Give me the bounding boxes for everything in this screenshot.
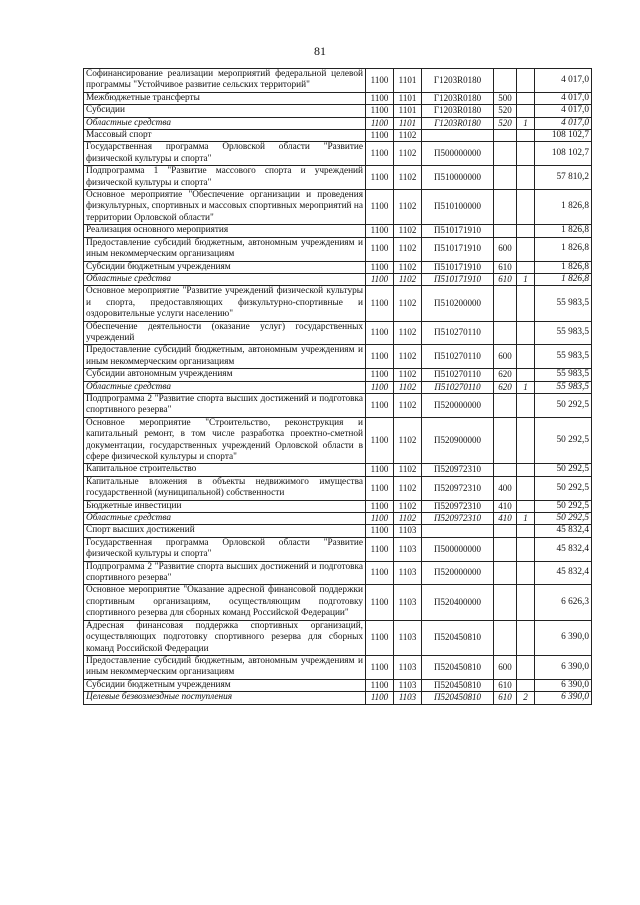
funding-source-code — [517, 620, 535, 655]
subsection-code: 1103 — [394, 525, 422, 537]
section-code: 1100 — [366, 69, 394, 93]
table-row — [84, 130, 592, 142]
table-row — [84, 393, 592, 417]
budget-table-body — [84, 69, 592, 705]
section-code: 1100 — [366, 142, 394, 166]
section-code: 1100 — [366, 92, 394, 104]
section-code: 1100 — [366, 692, 394, 704]
table-row — [84, 142, 592, 166]
target-article-code: П520972310 — [422, 513, 494, 525]
subsection-code: 1102 — [394, 369, 422, 381]
subsection-code: 1102 — [394, 273, 422, 285]
target-article-code: П500000000 — [422, 142, 494, 166]
table-row — [84, 620, 592, 655]
table-row — [84, 679, 592, 691]
row-name: Государственная программа Орловской области "Развитие физической культуры и спорта" — [84, 537, 366, 561]
target-article-code: П520450810 — [422, 692, 494, 704]
funding-source-code — [517, 679, 535, 691]
expense-type-code — [494, 142, 517, 166]
funding-source-code — [517, 142, 535, 166]
funding-source-code — [517, 286, 535, 321]
funding-source-code: 1 — [517, 381, 535, 393]
section-code: 1100 — [366, 393, 394, 417]
amount: 1 826,8 — [535, 190, 592, 225]
target-article-code: П510270110 — [422, 369, 494, 381]
row-name: Обеспечение деятельности (оказание услуг) государственных учреждений — [84, 321, 366, 345]
subsection-code: 1102 — [394, 237, 422, 261]
expense-type-code: 620 — [494, 369, 517, 381]
row-name: Подпрограмма 2 "Развитие спорта высших достижений и подготовка спортивного резерва" — [84, 561, 366, 585]
expense-type-code: 600 — [494, 237, 517, 261]
expense-type-code — [494, 525, 517, 537]
row-name: Основное мероприятие "Строительство, реконструкция и капитальный ремонт, в том числе разработка проектно-сметной документации, государственных учреждений Орловской области в сфере физической культуры и спорта" — [84, 417, 366, 464]
target-article-code: П510171910 — [422, 225, 494, 237]
section-code: 1100 — [366, 655, 394, 679]
table-row — [84, 92, 592, 104]
amount: 108 102,7 — [535, 130, 592, 142]
subsection-code: 1102 — [394, 130, 422, 142]
table-row — [84, 561, 592, 585]
subsection-code: 1102 — [394, 261, 422, 273]
subsection-code: 1102 — [394, 513, 422, 525]
row-name: Капитальные вложения в объекты недвижимого имущества государственной (муниципальной) собственности — [84, 476, 366, 500]
table-row — [84, 513, 592, 525]
section-code: 1100 — [366, 105, 394, 117]
funding-source-code — [517, 237, 535, 261]
target-article-code: П510100000 — [422, 190, 494, 225]
subsection-code: 1102 — [394, 393, 422, 417]
section-code: 1100 — [366, 130, 394, 142]
table-row — [84, 190, 592, 225]
section-code: 1100 — [366, 286, 394, 321]
section-code: 1100 — [366, 345, 394, 369]
table-row — [84, 417, 592, 464]
subsection-code: 1101 — [394, 117, 422, 129]
funding-source-code — [517, 417, 535, 464]
section-code: 1100 — [366, 525, 394, 537]
target-article-code: Г1203R0180 — [422, 69, 494, 93]
target-article-code — [422, 525, 494, 537]
target-article-code: П510000000 — [422, 166, 494, 190]
amount: 55 983,5 — [535, 369, 592, 381]
expense-type-code — [494, 190, 517, 225]
expense-type-code: 500 — [494, 92, 517, 104]
section-code: 1100 — [366, 417, 394, 464]
expense-type-code — [494, 321, 517, 345]
funding-source-code — [517, 190, 535, 225]
expense-type-code — [494, 561, 517, 585]
amount: 55 983,5 — [535, 381, 592, 393]
funding-source-code — [517, 130, 535, 142]
section-code: 1100 — [366, 237, 394, 261]
expense-type-code: 620 — [494, 381, 517, 393]
row-name: Спорт высших достижений — [84, 525, 366, 537]
expense-type-code — [494, 417, 517, 464]
row-name: Областные средства — [84, 273, 366, 285]
funding-source-code — [517, 585, 535, 620]
expense-type-code: 410 — [494, 500, 517, 512]
table-row — [84, 69, 592, 93]
subsection-code: 1103 — [394, 679, 422, 691]
target-article-code: П510270110 — [422, 345, 494, 369]
amount: 6 390,0 — [535, 679, 592, 691]
table-row — [84, 225, 592, 237]
section-code: 1100 — [366, 464, 394, 476]
section-code: 1100 — [366, 369, 394, 381]
budget-table — [83, 68, 592, 705]
table-row — [84, 476, 592, 500]
funding-source-code — [517, 225, 535, 237]
target-article-code: П520400000 — [422, 585, 494, 620]
target-article-code: П520450810 — [422, 655, 494, 679]
amount: 4 017,0 — [535, 92, 592, 104]
subsection-code: 1103 — [394, 692, 422, 704]
table-row — [84, 381, 592, 393]
table-row — [84, 321, 592, 345]
funding-source-code — [517, 321, 535, 345]
section-code: 1100 — [366, 500, 394, 512]
row-name: Основное мероприятие "Развитие учреждений физической культуры и спорта, предоставляющих физкультурно-спортивные и оздоровительные услуги населению" — [84, 286, 366, 321]
expense-type-code: 610 — [494, 261, 517, 273]
subsection-code: 1102 — [394, 225, 422, 237]
target-article-code: П510171910 — [422, 237, 494, 261]
funding-source-code — [517, 561, 535, 585]
row-name: Субсидии — [84, 105, 366, 117]
subsection-code: 1102 — [394, 286, 422, 321]
amount: 1 826,8 — [535, 273, 592, 285]
subsection-code: 1103 — [394, 561, 422, 585]
table-row — [84, 500, 592, 512]
subsection-code: 1102 — [394, 464, 422, 476]
row-name: Подпрограмма 1 "Развитие массового спорта и учреждений физической культуры и спорта" — [84, 166, 366, 190]
table-row — [84, 237, 592, 261]
section-code: 1100 — [366, 261, 394, 273]
subsection-code: 1103 — [394, 655, 422, 679]
funding-source-code — [517, 105, 535, 117]
amount: 6 390,0 — [535, 620, 592, 655]
subsection-code: 1101 — [394, 105, 422, 117]
funding-source-code: 1 — [517, 117, 535, 129]
row-name: Предоставление субсидий бюджетным, автономным учреждениям и иным некоммерческим организациям — [84, 345, 366, 369]
expense-type-code — [494, 464, 517, 476]
target-article-code: П510270110 — [422, 381, 494, 393]
amount: 50 292,5 — [535, 417, 592, 464]
amount: 1 826,8 — [535, 225, 592, 237]
subsection-code: 1102 — [394, 321, 422, 345]
expense-type-code: 410 — [494, 513, 517, 525]
funding-source-code — [517, 345, 535, 369]
amount: 50 292,5 — [535, 513, 592, 525]
row-name: Субсидии автономным учреждениям — [84, 369, 366, 381]
section-code: 1100 — [366, 117, 394, 129]
expense-type-code: 600 — [494, 655, 517, 679]
amount: 4 017,0 — [535, 69, 592, 93]
row-name: Подпрограмма 2 "Развитие спорта высших достижений и подготовка спортивного резерва" — [84, 393, 366, 417]
target-article-code: Г1203R0180 — [422, 117, 494, 129]
row-name: Предоставление субсидий бюджетным, автономным учреждениям и иным некоммерческим организациям — [84, 237, 366, 261]
table-row — [84, 345, 592, 369]
amount: 45 832,4 — [535, 561, 592, 585]
subsection-code: 1101 — [394, 69, 422, 93]
target-article-code: П520450810 — [422, 679, 494, 691]
subsection-code: 1102 — [394, 417, 422, 464]
table-row — [84, 692, 592, 704]
table-row — [84, 537, 592, 561]
target-article-code: П510200000 — [422, 286, 494, 321]
section-code: 1100 — [366, 166, 394, 190]
row-name: Целевые безвозмездные поступления — [84, 692, 366, 704]
target-article-code: П520000000 — [422, 561, 494, 585]
target-article-code: П520000000 — [422, 393, 494, 417]
expense-type-code — [494, 286, 517, 321]
row-name: Основное мероприятие "Обеспечение организации и проведения физкультурных, спортивных и массовых спортивных мероприятий на территории Орловской области" — [84, 190, 366, 225]
amount: 6 626,3 — [535, 585, 592, 620]
funding-source-code — [517, 464, 535, 476]
section-code: 1100 — [366, 679, 394, 691]
row-name: Областные средства — [84, 381, 366, 393]
row-name: Предоставление субсидий бюджетным, автономным учреждениям и иным некоммерческим организациям — [84, 655, 366, 679]
row-name: Софинансирование реализации мероприятий федеральной целевой программы "Устойчивое развитие сельских территорий" — [84, 69, 366, 93]
subsection-code: 1102 — [394, 142, 422, 166]
target-article-code: Г1203R0180 — [422, 105, 494, 117]
row-name: Субсидии бюджетным учреждениям — [84, 679, 366, 691]
target-article-code: П500000000 — [422, 537, 494, 561]
amount: 55 983,5 — [535, 286, 592, 321]
amount: 108 102,7 — [535, 142, 592, 166]
row-name: Межбюджетные трансферты — [84, 92, 366, 104]
expense-type-code — [494, 537, 517, 561]
funding-source-code — [517, 369, 535, 381]
target-article-code — [422, 130, 494, 142]
amount: 57 810,2 — [535, 166, 592, 190]
amount: 50 292,5 — [535, 393, 592, 417]
expense-type-code — [494, 620, 517, 655]
target-article-code: П520450810 — [422, 620, 494, 655]
subsection-code: 1103 — [394, 537, 422, 561]
target-article-code: П510171910 — [422, 261, 494, 273]
section-code: 1100 — [366, 381, 394, 393]
table-row — [84, 464, 592, 476]
expense-type-code — [494, 225, 517, 237]
table-row — [84, 273, 592, 285]
amount: 50 292,5 — [535, 500, 592, 512]
section-code: 1100 — [366, 537, 394, 561]
row-name: Адресная финансовая поддержка спортивных организаций, осуществляющих подготовку спортивного резерва для сборных команд Российской Федерации — [84, 620, 366, 655]
subsection-code: 1102 — [394, 166, 422, 190]
section-code: 1100 — [366, 321, 394, 345]
target-article-code: Г1203R0180 — [422, 92, 494, 104]
table-row — [84, 286, 592, 321]
subsection-code: 1102 — [394, 381, 422, 393]
table-row — [84, 369, 592, 381]
subsection-code: 1102 — [394, 500, 422, 512]
expense-type-code: 520 — [494, 105, 517, 117]
subsection-code: 1102 — [394, 476, 422, 500]
expense-type-code — [494, 166, 517, 190]
page-number: 81 — [314, 44, 326, 58]
amount: 55 983,5 — [535, 321, 592, 345]
amount: 1 826,8 — [535, 237, 592, 261]
expense-type-code: 610 — [494, 273, 517, 285]
section-code: 1100 — [366, 561, 394, 585]
amount: 1 826,8 — [535, 261, 592, 273]
subsection-code: 1103 — [394, 585, 422, 620]
table-row — [84, 117, 592, 129]
row-name: Областные средства — [84, 513, 366, 525]
amount: 45 832,4 — [535, 525, 592, 537]
amount: 55 983,5 — [535, 345, 592, 369]
table-row — [84, 166, 592, 190]
subsection-code: 1102 — [394, 190, 422, 225]
amount: 6 390,0 — [535, 692, 592, 704]
funding-source-code — [517, 500, 535, 512]
target-article-code: П520900000 — [422, 417, 494, 464]
funding-source-code — [517, 166, 535, 190]
row-name: Областные средства — [84, 117, 366, 129]
expense-type-code: 610 — [494, 692, 517, 704]
target-article-code: П520972310 — [422, 500, 494, 512]
row-name: Бюджетные инвестиции — [84, 500, 366, 512]
section-code: 1100 — [366, 476, 394, 500]
amount: 50 292,5 — [535, 476, 592, 500]
funding-source-code: 2 — [517, 692, 535, 704]
amount: 4 017,0 — [535, 105, 592, 117]
expense-type-code — [494, 393, 517, 417]
section-code: 1100 — [366, 620, 394, 655]
subsection-code: 1102 — [394, 345, 422, 369]
funding-source-code — [517, 92, 535, 104]
table-row — [84, 105, 592, 117]
funding-source-code: 1 — [517, 513, 535, 525]
row-name: Капитальное строительство — [84, 464, 366, 476]
table-row — [84, 525, 592, 537]
section-code: 1100 — [366, 225, 394, 237]
target-article-code: П520972310 — [422, 464, 494, 476]
amount: 50 292,5 — [535, 464, 592, 476]
expense-type-code — [494, 69, 517, 93]
expense-type-code — [494, 585, 517, 620]
section-code: 1100 — [366, 585, 394, 620]
funding-source-code — [517, 69, 535, 93]
subsection-code: 1103 — [394, 620, 422, 655]
section-code: 1100 — [366, 190, 394, 225]
table-row — [84, 261, 592, 273]
expense-type-code — [494, 130, 517, 142]
section-code: 1100 — [366, 513, 394, 525]
amount: 45 832,4 — [535, 537, 592, 561]
funding-source-code — [517, 476, 535, 500]
expense-type-code: 610 — [494, 679, 517, 691]
row-name: Массовый спорт — [84, 130, 366, 142]
funding-source-code: 1 — [517, 273, 535, 285]
amount: 6 390,0 — [535, 655, 592, 679]
funding-source-code — [517, 525, 535, 537]
amount: 4 017,0 — [535, 117, 592, 129]
funding-source-code — [517, 537, 535, 561]
row-name: Субсидии бюджетным учреждениям — [84, 261, 366, 273]
target-article-code: П510270110 — [422, 321, 494, 345]
row-name: Основное мероприятие "Оказание адресной финансовой поддержки спортивным организациям, осуществляющим подготовку спортивного резерва для сборных команд Российской Федерации" — [84, 585, 366, 620]
subsection-code: 1101 — [394, 92, 422, 104]
funding-source-code — [517, 393, 535, 417]
funding-source-code — [517, 655, 535, 679]
funding-source-code — [517, 261, 535, 273]
target-article-code: П510171910 — [422, 273, 494, 285]
expense-type-code: 520 — [494, 117, 517, 129]
row-name: Реализация основного мероприятия — [84, 225, 366, 237]
expense-type-code: 400 — [494, 476, 517, 500]
table-row — [84, 585, 592, 620]
target-article-code: П520972310 — [422, 476, 494, 500]
section-code: 1100 — [366, 273, 394, 285]
table-row — [84, 655, 592, 679]
row-name: Государственная программа Орловской области "Развитие физической культуры и спорта" — [84, 142, 366, 166]
expense-type-code: 600 — [494, 345, 517, 369]
